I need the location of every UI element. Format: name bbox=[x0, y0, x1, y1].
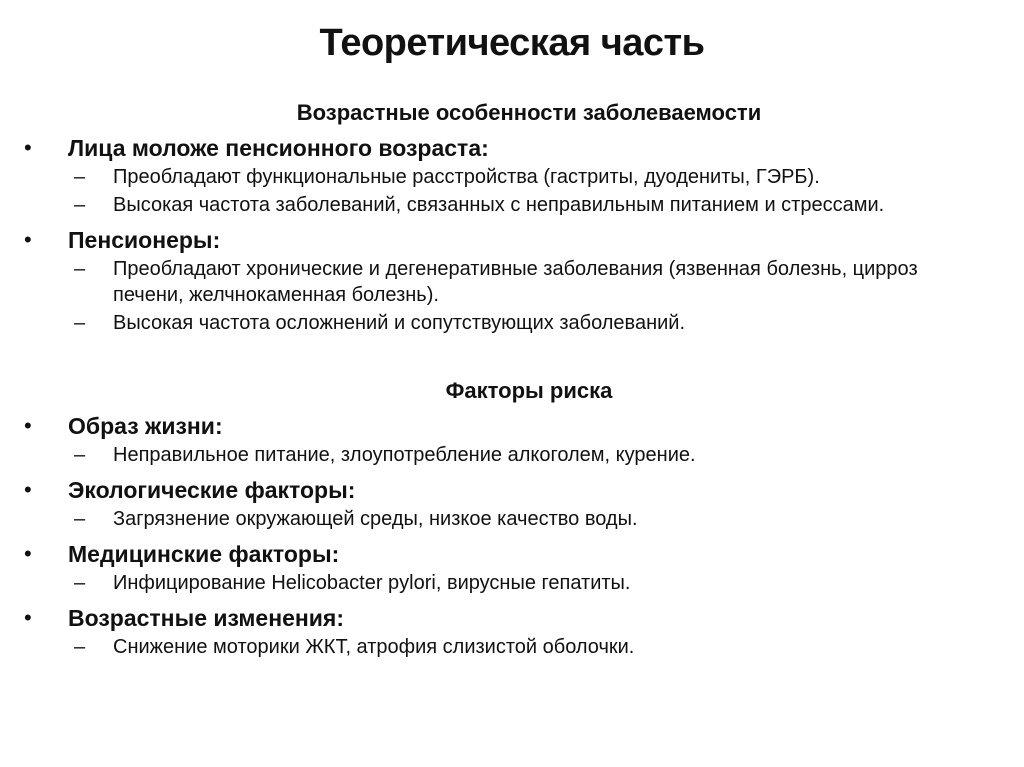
sub-item-text: Снижение моторики ЖКТ, атрофия слизистой оболочки. bbox=[113, 636, 635, 658]
sub-list bbox=[24, 164, 1004, 218]
dash-icon: – bbox=[74, 312, 86, 334]
sub-item bbox=[24, 442, 1004, 468]
list-item bbox=[24, 476, 1004, 532]
section-heading-risk: Факторы риска bbox=[445, 378, 613, 403]
list-item bbox=[24, 604, 1004, 660]
slide-title: Теоретическая часть bbox=[319, 22, 705, 64]
sub-item-text: Высокая частота осложнений и сопутствующих заболеваний. bbox=[113, 312, 686, 334]
item-label: Экологические факторы: bbox=[68, 477, 356, 503]
list-item bbox=[24, 412, 1004, 468]
sub-item bbox=[24, 570, 1004, 596]
bullet-icon: • bbox=[24, 541, 32, 566]
bullet-icon: • bbox=[24, 227, 32, 252]
sub-item bbox=[24, 164, 1004, 190]
bullet-list-age bbox=[24, 134, 1004, 336]
sub-item bbox=[24, 310, 1004, 336]
dash-icon: – bbox=[74, 194, 86, 216]
dash-icon: – bbox=[74, 258, 86, 280]
sub-item-text: Неправильное питание, злоупотребление алкоголем, курение. bbox=[113, 444, 696, 466]
dash-icon: – bbox=[74, 636, 86, 658]
sub-item-text: Высокая частота заболеваний, связанных с неправильным питанием и стрессами. bbox=[113, 194, 885, 216]
item-label: Лица моложе пенсионного возраста: bbox=[68, 135, 489, 161]
bullet-icon: • bbox=[24, 135, 32, 160]
sub-item-text: Инфицирование Helicobacter pylori, вирусные гепатиты. bbox=[113, 572, 631, 594]
sub-item bbox=[24, 634, 1004, 660]
list-item bbox=[24, 226, 1004, 336]
dash-icon: – bbox=[74, 572, 86, 594]
section-heading-age: Возрастные особенности заболеваемости bbox=[296, 100, 762, 125]
item-label: Пенсионеры: bbox=[68, 227, 221, 253]
sub-item bbox=[24, 506, 1004, 532]
list-item bbox=[24, 134, 1004, 218]
sub-list bbox=[24, 506, 1004, 532]
bullet-icon: • bbox=[24, 605, 32, 630]
dash-icon: – bbox=[74, 444, 86, 466]
sub-list bbox=[24, 256, 1004, 336]
sub-list bbox=[24, 570, 1004, 596]
dash-icon: – bbox=[74, 166, 86, 188]
bullet-icon: • bbox=[24, 413, 32, 438]
list-item bbox=[24, 540, 1004, 596]
sub-item-text: Преобладают хронические и дегенеративные заболевания (язвенная болезнь, цирроз печени, желчнокаменная болезнь). bbox=[113, 258, 918, 306]
sub-list bbox=[24, 634, 1004, 660]
bullet-icon: • bbox=[24, 477, 32, 502]
sub-item bbox=[24, 256, 1004, 308]
item-label: Медицинские факторы: bbox=[68, 541, 340, 567]
sub-item bbox=[24, 192, 1004, 218]
sub-list bbox=[24, 442, 1004, 468]
sub-item-text: Загрязнение окружающей среды, низкое качество воды. bbox=[113, 508, 638, 530]
item-label: Образ жизни: bbox=[68, 413, 223, 439]
sub-item-text: Преобладают функциональные расстройства (гастриты, дуодениты, ГЭРБ). bbox=[113, 166, 820, 188]
item-label: Возрастные изменения: bbox=[68, 605, 344, 631]
slide-content bbox=[24, 100, 1004, 660]
bullet-list-risk bbox=[24, 412, 1004, 660]
dash-icon: – bbox=[74, 508, 86, 530]
